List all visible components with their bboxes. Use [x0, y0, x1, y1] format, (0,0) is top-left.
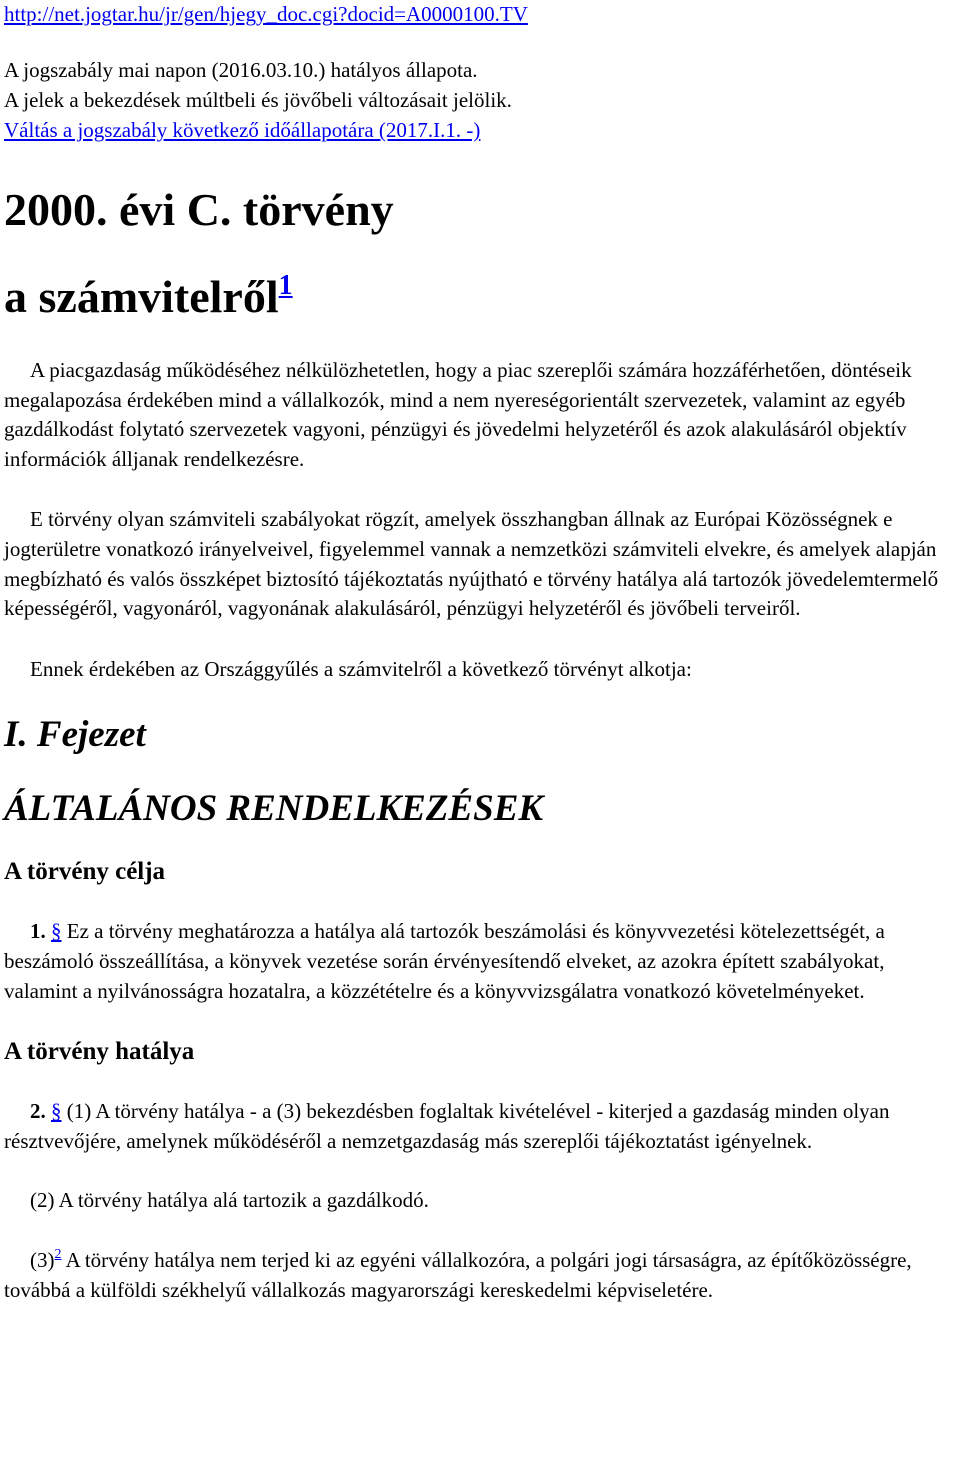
section-mark-link[interactable]: §: [51, 919, 62, 944]
subsection-label: (3): [30, 1247, 55, 1272]
section-2-text-3: A törvény hatálya nem terjed ki az egyéni vállalkozóra, a polgári jogi társaságra, az építőközösségre, továbbá a külföldi székhelyű vállalkozás magyarországi kereskedelmi képviseletére.: [4, 1247, 912, 1302]
state-notice: [4, 55, 956, 145]
section-1-text: Ez a törvény meghatározza a hatálya alá tartozók beszámolási és könyvvezetési kötelezettségét, a beszámoló összeállítása, a könyvek vezetése során érvényesítendő elveket, az azokra épített szabályokat, valamint a nyilvánosságra hozatalra, a közzétételre és a könyvvizsgálatra vonatkozó követelményeket.: [4, 919, 885, 1003]
section-2-text-1: (1) A törvény hatálya - a (3) bekezdésben foglaltak kivételével - kiterjed a gazdaság minden olyan résztvevőjére, amelynek működéséről a nemzetgazdaság más szereplői tájékoztatást igényelnek.: [4, 1099, 890, 1153]
footnote-link-1[interactable]: 1: [278, 270, 293, 301]
section-1-paragraph: [4, 917, 956, 1006]
state-line-current: A jogszabály mai napon (2016.03.10.) hatályos állapota.: [4, 58, 478, 82]
section-mark-link[interactable]: §: [51, 1099, 62, 1124]
act-subtitle: [4, 269, 956, 325]
state-line-next: [4, 115, 956, 145]
next-state-link[interactable]: Váltás a jogszabály következő időállapotára (2017.I.1. -): [4, 118, 481, 142]
chapter-number: I. Fejezet: [4, 714, 146, 756]
section-title-purpose: A törvény célja: [4, 858, 166, 886]
preamble-paragraph-3: Ennek érdekében az Országgyűlés a számvitelről a következő törvényt alkotja:: [30, 656, 692, 681]
section-2-paragraph-2: (2) A törvény hatálya alá tartozik a gazdálkodó.: [30, 1188, 429, 1213]
footnote-link-2[interactable]: 2: [54, 1246, 62, 1262]
chapter-title: ÁLTALÁNOS RENDELKEZÉSEK: [4, 788, 544, 830]
preamble-paragraph-2: E törvény olyan számviteli szabályokat rögzít, amelyek összhangban állnak az Európai Közösségnek e jogterületre vonatkozó irányelveivel, figyelemmel vannak a nemzetközi számviteli elvekre, és amelyek alapján megbízható és valós összképet biztosító tájékoztatás nyújtható e törvény hatálya alá tartozók jövedelemtermelő képességéről, vagyonáról, vagyonának alakulásáról, pénzügyi helyzetéről és jövőbeli terveiről.: [4, 507, 939, 621]
act-title: 2000. évi C. törvény: [4, 184, 394, 235]
section-number: 1.: [30, 919, 46, 944]
act-subtitle-text: a számvitelről: [4, 271, 279, 322]
preamble-paragraph-1: A piacgazdaság működéséhez nélkülözhetetlen, hogy a piac szereplői számára hozzáférhetően, döntéseik megalapozása érdekében mind a vállalkozók, mind a nem nyereségorientált szervezetek, valamint az egyéb gazdálkodást folytató szervezetek vagyoni, pénzügyi és jövedelmi helyzetéről és azok alakulásáról objektív információk álljanak rendelkezésre.: [4, 358, 912, 471]
section-number: 2.: [30, 1099, 46, 1124]
section-title-scope: A törvény hatálya: [4, 1038, 195, 1066]
section-2-paragraph-1: [4, 1097, 956, 1156]
source-url-line: [4, 0, 956, 28]
state-line-marks: A jelek a bekezdések múltbeli és jövőbeli változásait jelölik.: [4, 88, 512, 112]
source-link[interactable]: http://net.jogtar.hu/jr/gen/hjegy_doc.cgi?docid=A0000100.TV: [4, 2, 528, 26]
section-2-paragraph-3: [4, 1246, 956, 1305]
